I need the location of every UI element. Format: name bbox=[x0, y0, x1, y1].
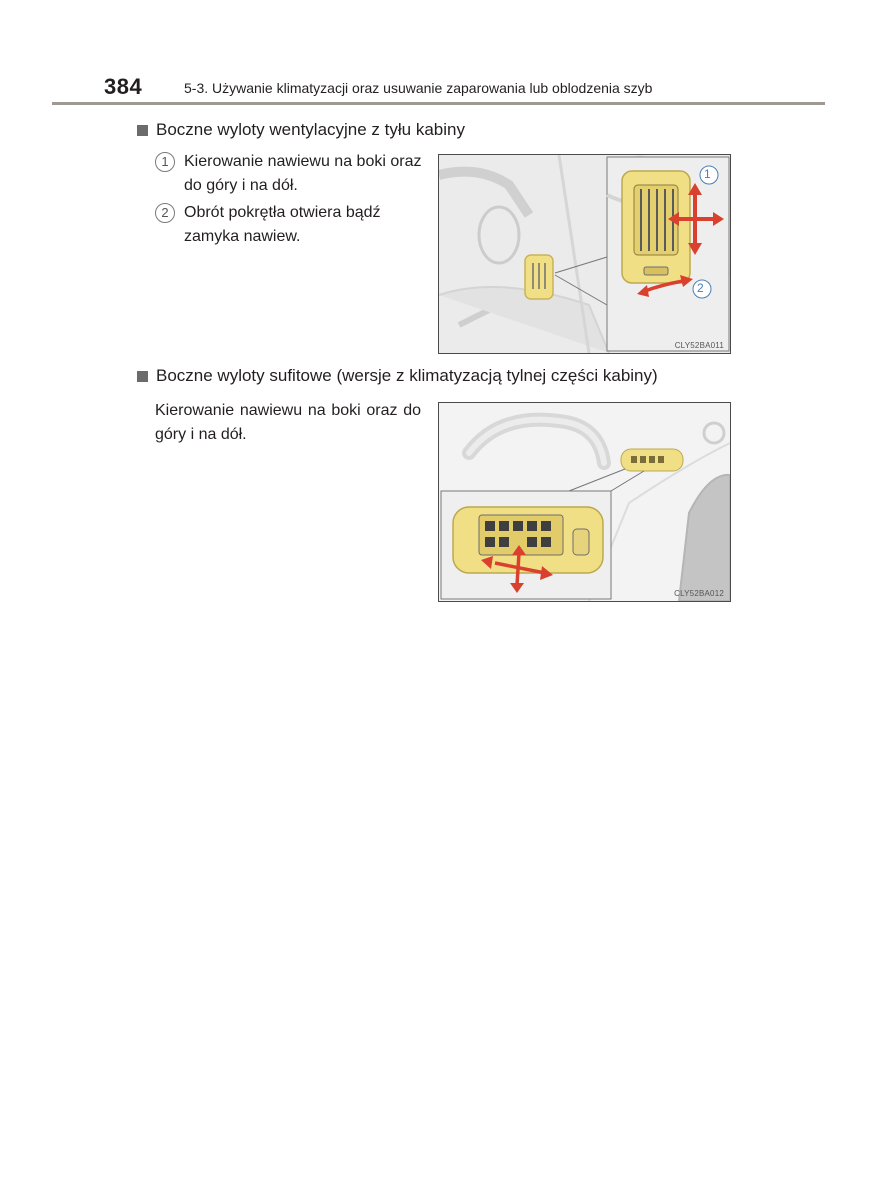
figure-code: CLY52BA011 bbox=[674, 341, 724, 350]
list-item-text: Kierowanie nawiewu na boki oraz do góry i na dół. bbox=[184, 153, 422, 194]
ceiling-vent-illustration bbox=[439, 403, 730, 601]
figure-ceiling-vent bbox=[438, 402, 731, 602]
section-heading-text: Boczne wyloty sufitowe (wersje z klimatyzacją tylnej części kabiny) bbox=[156, 366, 658, 385]
section-heading-rear-side-vents bbox=[137, 120, 465, 140]
figure-rear-side-vent bbox=[438, 154, 731, 354]
chapter-title: 5-3. Używanie klimatyzacji oraz usuwanie zaparowania lub oblodzenia szyb bbox=[184, 80, 653, 96]
square-bullet-icon bbox=[137, 125, 148, 136]
section-heading-ceiling-vents bbox=[137, 366, 658, 386]
callout-1-label: 1 bbox=[704, 167, 711, 181]
callout-2-label: 2 bbox=[697, 281, 704, 295]
circled-number-marker: 1 bbox=[155, 152, 175, 172]
list-item bbox=[155, 150, 423, 198]
paragraph-ceiling-vents: Kierowanie nawiewu na boki oraz do góry i na dół. bbox=[155, 402, 421, 443]
section-heading-text: Boczne wyloty wentylacyjne z tyłu kabiny bbox=[156, 120, 465, 139]
list-item bbox=[155, 201, 423, 249]
rear-side-vent-illustration bbox=[439, 155, 730, 353]
numbered-list bbox=[155, 150, 423, 249]
list-item-text: Obrót pokrętła otwiera bądź zamyka nawiew. bbox=[184, 204, 381, 245]
page-number: 384 bbox=[104, 74, 143, 99]
header-divider bbox=[52, 102, 825, 105]
figure-code: CLY52BA012 bbox=[674, 589, 724, 598]
circled-number-marker: 2 bbox=[155, 203, 175, 223]
square-bullet-icon bbox=[137, 371, 148, 382]
